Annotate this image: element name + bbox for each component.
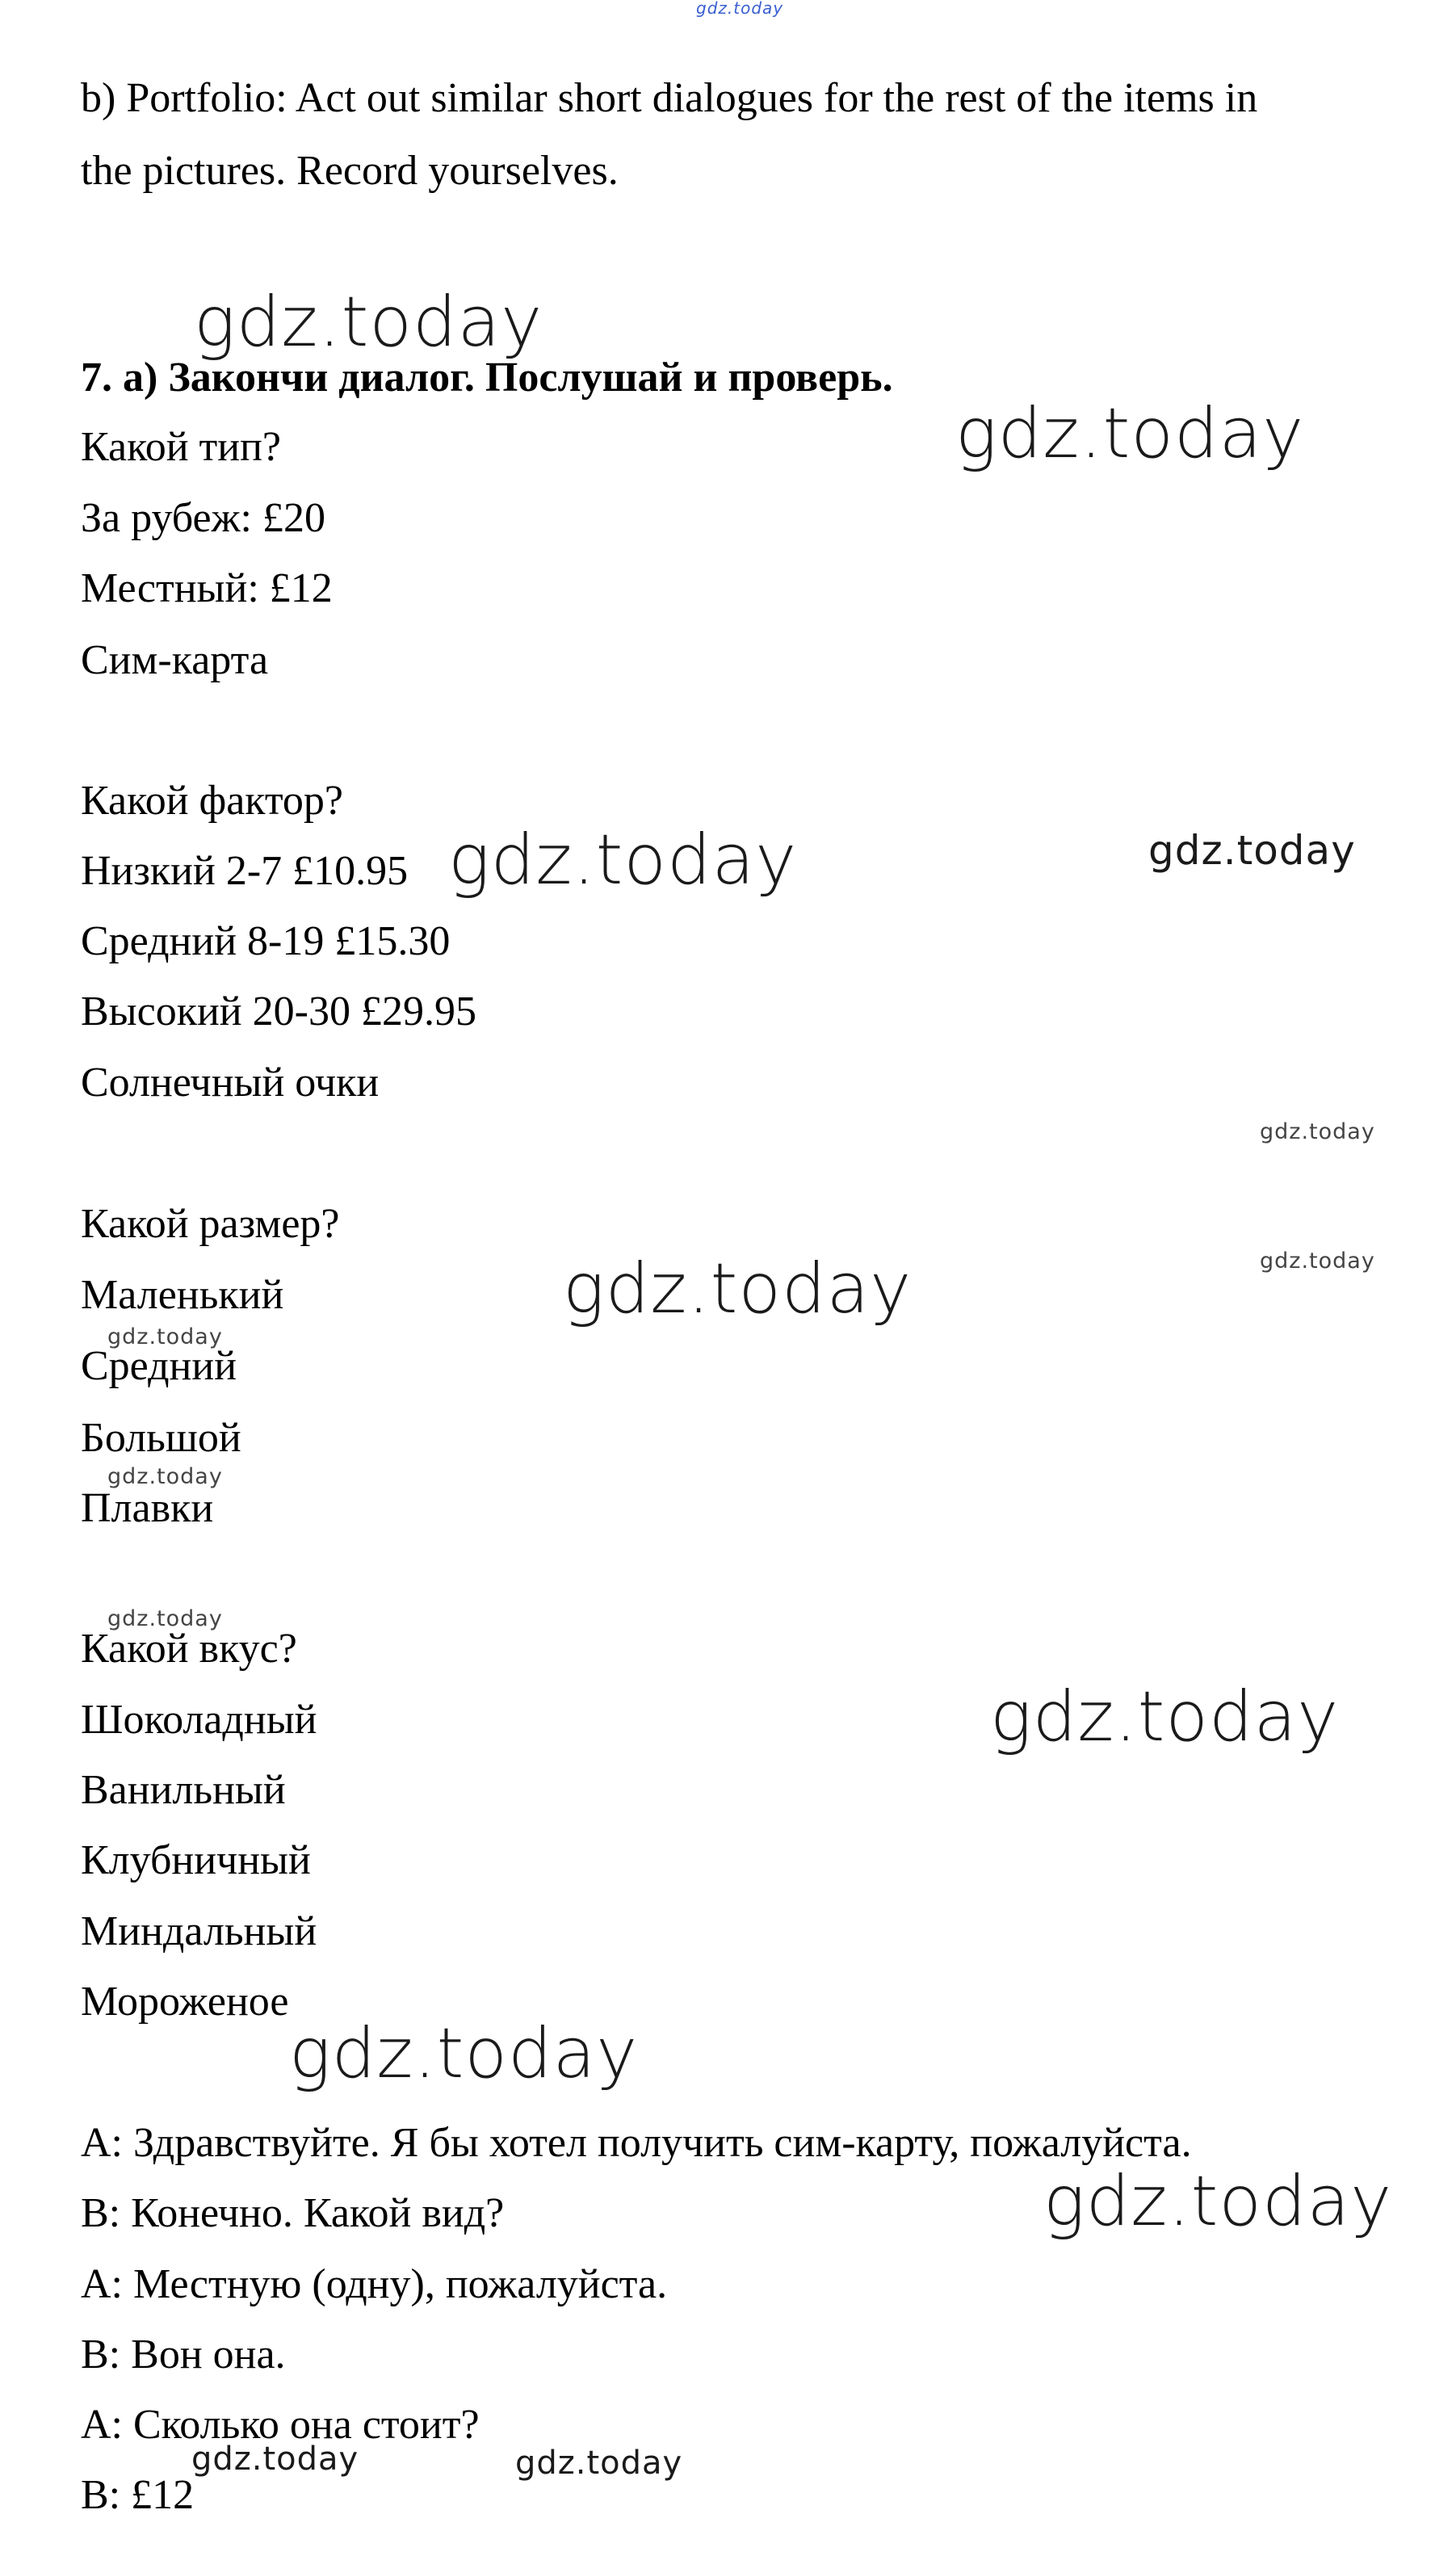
sunglasses-item: Солнечный очки bbox=[81, 1060, 380, 1106]
watermark-15: gdz.today bbox=[515, 2445, 683, 2482]
icecream-question: Какой вкус? bbox=[81, 1626, 297, 1672]
watermark-13: gdz.today bbox=[1043, 2161, 1393, 2242]
intro-line-2: the pictures. Record yourselves. bbox=[81, 148, 619, 194]
swimsuit-question: Какой размер? bbox=[81, 1201, 340, 1247]
sim-option-local: Местный: £12 bbox=[81, 565, 333, 611]
sim-item: Сим-карта bbox=[81, 637, 269, 683]
watermark-9: gdz.today bbox=[107, 1464, 223, 1489]
watermark-3: gdz.today bbox=[448, 820, 798, 900]
watermark-14: gdz.today bbox=[191, 2441, 359, 2478]
watermark-5: gdz.today bbox=[1260, 1119, 1375, 1144]
swimsuit-option-large: Большой bbox=[81, 1415, 241, 1461]
swimsuit-item: Плавки bbox=[81, 1485, 214, 1531]
watermark-11: gdz.today bbox=[990, 1677, 1340, 1757]
watermark-8: gdz.today bbox=[107, 1324, 223, 1349]
icecream-option-almond: Миндальный bbox=[81, 1908, 317, 1954]
watermark-12: gdz.today bbox=[289, 2013, 639, 2094]
watermark-7: gdz.today bbox=[1260, 1249, 1375, 1274]
icecream-option-chocolate: Шоколадный bbox=[81, 1697, 317, 1743]
dialogue-line-3: A: Местную (одну), пожалуйста. bbox=[81, 2261, 668, 2307]
icecream-option-vanilla: Ванильный bbox=[81, 1767, 286, 1813]
sim-question: Какой тип? bbox=[81, 424, 281, 470]
swimsuit-option-small: Маленький bbox=[81, 1272, 284, 1318]
watermark-4: gdz.today bbox=[1148, 827, 1356, 874]
sunglasses-question: Какой фактор? bbox=[81, 778, 343, 824]
sim-option-abroad: За рубеж: £20 bbox=[81, 495, 325, 541]
dialogue-line-1: A: Здравствуйте. Я бы хотел получить сим-карту, пожалуйста. bbox=[81, 2120, 1192, 2166]
dialogue-line-6: B: £12 bbox=[81, 2472, 195, 2518]
sunglasses-option-low: Низкий 2-7 £10.95 bbox=[81, 848, 409, 894]
watermark-top: gdz.today bbox=[696, 0, 784, 18]
watermark-10: gdz.today bbox=[107, 1606, 223, 1631]
dialogue-line-5: A: Сколько она стоит? bbox=[81, 2402, 480, 2448]
sunglasses-option-high: Высокий 20-30 £29.95 bbox=[81, 988, 476, 1035]
watermark-1: gdz.today bbox=[194, 282, 543, 363]
watermark-6: gdz.today bbox=[563, 1249, 913, 1329]
watermark-2: gdz.today bbox=[955, 393, 1305, 474]
intro-line-1: b) Portfolio: Act out similar short dialogues for the rest of the items in bbox=[81, 75, 1258, 121]
icecream-option-strawberry: Клубничный bbox=[81, 1837, 311, 1883]
swimsuit-option-medium: Средний bbox=[81, 1343, 237, 1389]
sunglasses-option-medium: Средний 8-19 £15.30 bbox=[81, 918, 451, 964]
icecream-item: Мороженое bbox=[81, 1979, 289, 2025]
dialogue-line-2: B: Конечно. Какой вид? bbox=[81, 2190, 505, 2236]
dialogue-line-4: B: Вон она. bbox=[81, 2331, 286, 2378]
exercise-heading: 7. a) Закончи диалог. Послушай и проверь. bbox=[81, 355, 893, 401]
